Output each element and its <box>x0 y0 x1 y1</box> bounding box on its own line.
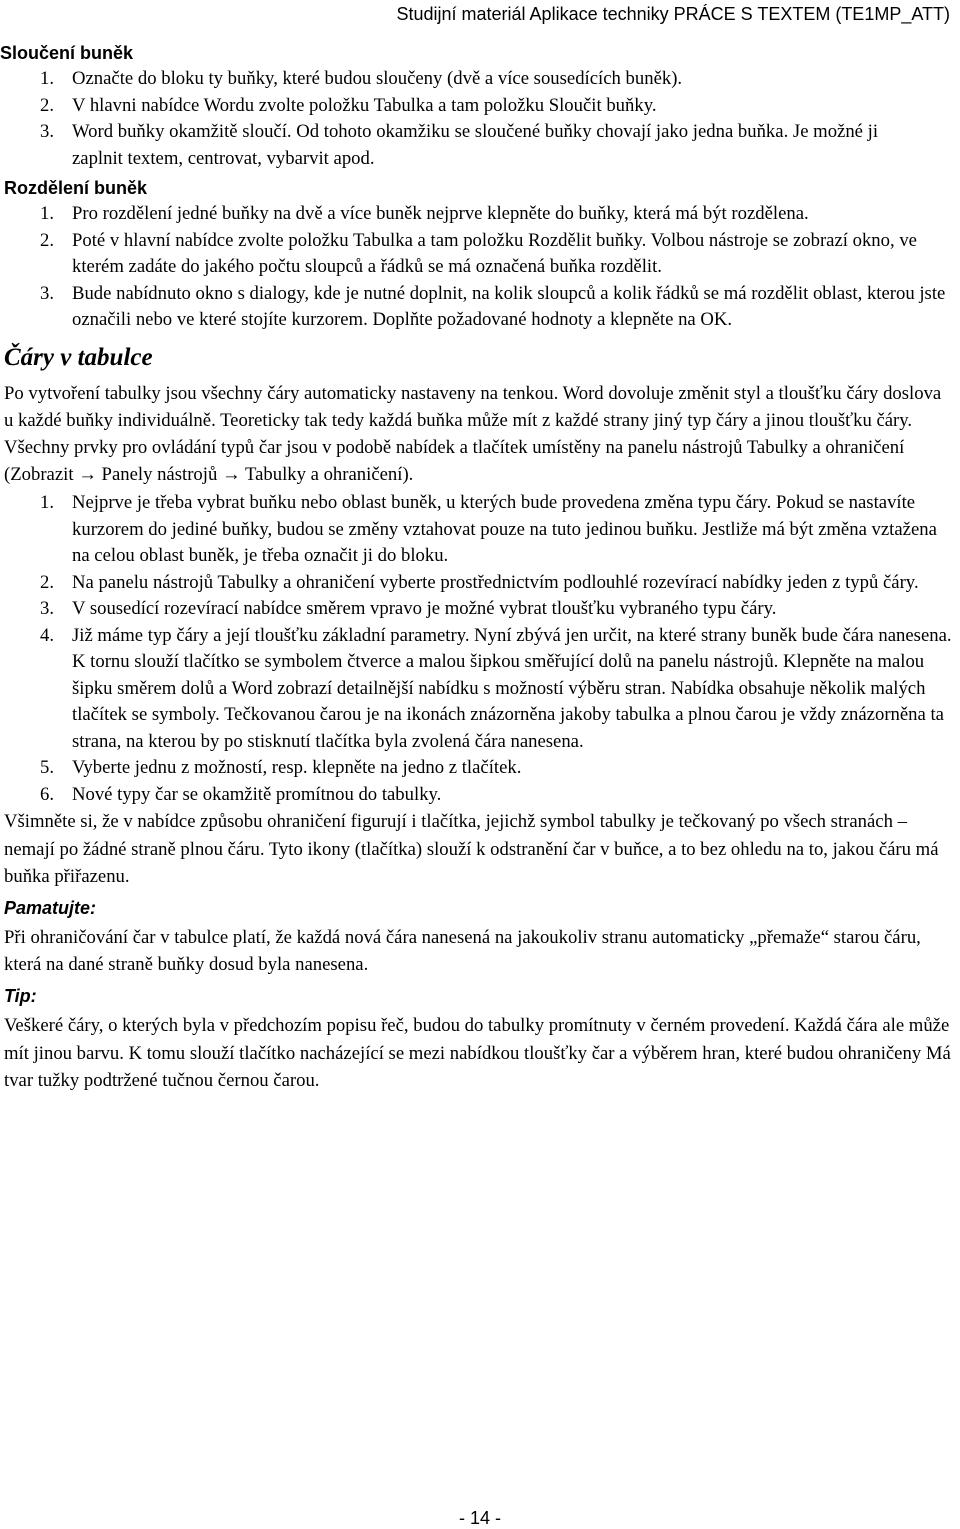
list-item: 2. Poté v hlavní nabídce zvolte položku Tabulka a tam položku Rozdělit buňky. Volbou nástroje se zobrazí okno, ve kterém zadáte do jakého počtu sloupců a řádků se má označená buňka rozdělit. <box>40 229 917 277</box>
tip-text: Veškeré čáry, o kterých byla v předchozím popisu řeč, budou do tabulky promítnuty v černém provedení. Každá čára ale může mít jinou barvu. K tomu slouží tlačítko nacházející se mezi nabídkou tloušťky čar a výběrem hran, které budou ohraničeny Má tvar tužky podtržené tučnou černou čarou. <box>4 1015 951 1091</box>
document-header: Studijní materiál Aplikace techniky PRÁCE S TEXTEM (TE1MP_ATT) <box>396 4 950 24</box>
list-item: 3. Bude nabídnuto okno s dialogy, kde je nutné doplnit, na kolik sloupců a kolik řádků se má rozdělit oblast, kterou jste označili nebo ve které stojíte kurzorem. Doplňte požadované hodnoty a klepněte na OK. <box>40 282 946 330</box>
list-item: 3. V sousedící rozevírací nabídce směrem vpravo je možné vybrat tloušťku vybraného typu čáry. <box>40 598 777 620</box>
list-item: 2. Na panelu nástrojů Tabulky a ohraničení vyberte prostřednictvím podlouhlé rozevírací nabídky jeden z typů čáry. <box>40 571 919 593</box>
tip-heading: Tip: <box>4 986 37 1007</box>
list-item: 2. V hlavni nabídce Wordu zvolte položku Tabulka a tam položku Sloučit buňky. <box>40 94 657 116</box>
merge-heading: Sloučení buněk <box>0 43 134 63</box>
list-item: 4. Již máme typ čáry a její tloušťku základní parametry. Nyní zbývá jen určit, na které strany buněk bude čára nanesena. K tornu slouží tlačítko se symbolem čtverce a malou šipkou směřující dolů na panelu nástrojů. Klepněte na malou šipku směrem dolů a Word zobrazí detailnější nabídku s možností výběru stran. Nabídka obsahuje několik malých tlačítek se symboly. Tečkovanou čarou je na ikonách znázorněna jakoby tabulka a plnou čarou je vždy znázorněna ta strana, na kterou by po stisknutí tlačítka byla zvolená čára nanesena. <box>40 624 952 752</box>
lines-intro: Po vytvoření tabulky jsou všechny čáry automaticky nastaveny na tenkou. Word dovoluje změnit styl a tloušťku čáry doslova u každé buňky individuálně. Teoreticky tak tedy každá buňka může mít z každé strany jiný typ čáry a jinou tloušťku čáry. Všechny prvky pro ovládání typů čar jsou v podobě nabídek a tlačítek umístěny na panelu nástrojů Tabulky a ohraničení (Zobrazit → Panely nástrojů → Tabulky a ohraničení). <box>4 382 942 486</box>
remember-text: Při ohraničování čar v tabulce platí, že každá nová čára nanesená na jakoukoliv stranu automaticky „přemaže“ starou čáru, která na dané straně buňky dosud byla nanesena. <box>4 926 921 976</box>
page-number: - 14 - <box>458 1508 501 1528</box>
page-body <box>0 40 952 1094</box>
merge-list <box>4 66 952 172</box>
remember-heading: Pamatujte: <box>4 897 97 918</box>
list-item: 1. Pro rozdělení jedné buňky na dvě a více buněk nejprve klepněte do buňky, která má být rozdělena. <box>40 203 809 224</box>
split-heading: Rozdělení buněk <box>4 178 148 198</box>
split-list <box>4 201 952 334</box>
list-item: 3. Word buňky okamžitě sloučí. Od tohoto okamžiku se sloučené buňky chovají jako jedna buňka. Je možné ji zaplnit textem, centrovat, vybarvit apod. <box>40 121 879 169</box>
list-item: 1. Nejprve je třeba vybrat buňku nebo oblast buněk, u kterých bude provedena změna typu čáry. Pokud se nastavíte kurzorem do jediné buňky, budou se změny vztahovat pouze na tuto jedinou buňku. Jestliže má být změna vztažena na celou oblast buněk, je třeba označit ji do bloku. <box>40 492 937 567</box>
list-item: 1. Označte do bloku ty buňky, které budou sloučeny (dvě a více sousedících buněk). <box>40 68 683 89</box>
lines-list <box>4 490 952 808</box>
list-item: 6. Nové typy čar se okamžitě promítnou do tabulky. <box>40 783 442 805</box>
lines-note: Všimněte si, že v nabídce způsobu ohraničení figurují i tlačítka, jejichž symbol tabulky je tečkovaný po všech stranách – nemají po žádné straně plnou čáru. Tyto ikony (tlačítka) slouží k odstranění čar v buňce, a to bez ohledu na to, jakou čáru má buňka přiřazenu. <box>4 811 939 887</box>
list-item: 5. Vyberte jednu z možností, resp. klepněte na jedno z tlačítek. <box>40 757 522 779</box>
lines-heading: Čáry v tabulce <box>4 343 153 371</box>
